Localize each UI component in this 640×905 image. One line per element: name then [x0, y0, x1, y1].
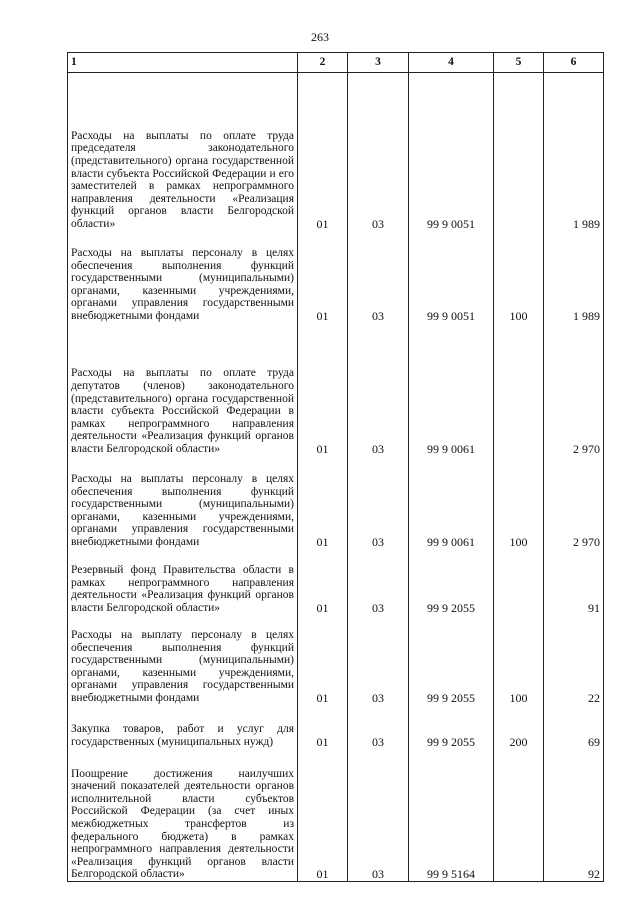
row-col-5: 100	[494, 456, 544, 549]
header-col-4: 4	[409, 53, 494, 73]
table-row	[68, 549, 604, 615]
table-row	[68, 615, 604, 705]
row-col-5	[494, 73, 544, 231]
table-row	[68, 749, 604, 882]
row-col-3: 03	[348, 705, 409, 749]
row-name: Расходы на выплаты по оплате труда председателя законодательного (представительного) органа государственной власти субъекта Российской Федерации и его заместителей в рамках непрограммного направления деятельности «Реализация функций органов власти Белгородской области»	[68, 73, 298, 231]
row-col-3: 03	[348, 456, 409, 549]
row-col-3: 03	[348, 73, 409, 231]
row-col-4: 99 9 0061	[409, 323, 494, 456]
header-col-1: 1	[68, 53, 298, 73]
row-col-3: 03	[348, 749, 409, 882]
row-name: Расходы на выплаты персоналу в целях обеспечения выполнения функций государственными (муниципальными) органами, казенными учреждениями, органами управления государственными внебюджетными фондами	[68, 231, 298, 323]
row-col-2: 01	[298, 749, 348, 882]
row-name: Закупка товаров, работ и услуг для государственных (муниципальных нужд)	[68, 705, 298, 749]
row-col-2: 01	[298, 615, 348, 705]
row-name: Расходы на выплаты по оплате труда депутатов (членов) законодательного (представительного) органа государственной власти субъекта Российской Федерации в рамках непрограммного направления деятельности «Реализация функций органов власти Белгородской области»	[68, 323, 298, 456]
row-col-5: 200	[494, 705, 544, 749]
row-col-4: 99 9 5164	[409, 749, 494, 882]
row-col-6: 22	[544, 615, 604, 705]
row-col-4: 99 9 2055	[409, 549, 494, 615]
budget-table	[67, 52, 604, 882]
row-col-2: 01	[298, 231, 348, 323]
row-col-3: 03	[348, 615, 409, 705]
row-col-6: 91	[544, 549, 604, 615]
row-col-6: 2 970	[544, 323, 604, 456]
page-number: 263	[311, 30, 329, 44]
header-col-5: 5	[494, 53, 544, 73]
row-name: Резервный фонд Правительства области в рамках непрограммного направления деятельности «Реализация функций органов власти Белгородской области»	[68, 549, 298, 615]
row-col-2: 01	[298, 705, 348, 749]
row-name: Расходы на выплату персоналу в целях обеспечения выполнения функций государственными (муниципальными) органами, казенными учреждениями, органами управления государственными внебюджетными фондами	[68, 615, 298, 705]
row-col-2: 01	[298, 73, 348, 231]
row-col-2: 01	[298, 456, 348, 549]
header-col-6: 6	[544, 53, 604, 73]
row-col-6: 69	[544, 705, 604, 749]
table-row	[68, 323, 604, 456]
row-col-4: 99 9 0051	[409, 231, 494, 323]
row-col-3: 03	[348, 323, 409, 456]
row-col-5: 100	[494, 231, 544, 323]
row-col-3: 03	[348, 231, 409, 323]
row-col-5	[494, 323, 544, 456]
row-col-3: 03	[348, 549, 409, 615]
row-col-4: 99 9 0061	[409, 456, 494, 549]
row-col-5: 100	[494, 615, 544, 705]
table-row	[68, 73, 604, 231]
row-col-4: 99 9 2055	[409, 615, 494, 705]
table-row	[68, 456, 604, 549]
header-col-3: 3	[348, 53, 409, 73]
row-col-4: 99 9 2055	[409, 705, 494, 749]
row-col-2: 01	[298, 549, 348, 615]
row-col-6: 1 989	[544, 231, 604, 323]
table-header-row	[68, 53, 604, 73]
row-col-6: 92	[544, 749, 604, 882]
header-col-2: 2	[298, 53, 348, 73]
table-row	[68, 231, 604, 323]
row-name: Расходы на выплаты персоналу в целях обеспечения выполнения функций государственными (муниципальными) органами, казенными учреждениями, органами управления государственными внебюджетными фондами	[68, 456, 298, 549]
table-row	[68, 705, 604, 749]
row-col-6: 1 989	[544, 73, 604, 231]
row-col-5	[494, 749, 544, 882]
row-col-5	[494, 549, 544, 615]
row-name: Поощрение достижения наилучших значений показателей деятельности органов исполнительной власти субъектов Российской Федерации (за счет иных межбюджетных трансфертов из федерального бюджета) в рамках непрограммного направления деятельности «Реализация функций органов власти Белгородской области»	[68, 749, 298, 882]
row-col-2: 01	[298, 323, 348, 456]
row-col-4: 99 9 0051	[409, 73, 494, 231]
row-col-6: 2 970	[544, 456, 604, 549]
